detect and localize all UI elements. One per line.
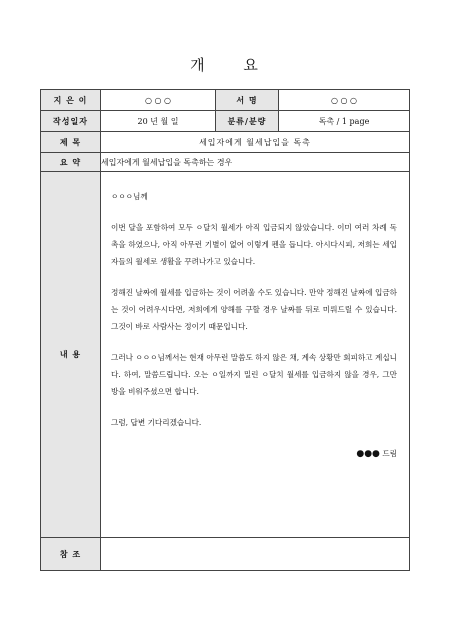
reference-row (41, 538, 410, 571)
signature-label: 서 명 (216, 90, 279, 111)
letter-paragraph-2: 정해진 날짜에 월세를 입금하는 것이 어려울 수도 있습니다. 만약 정해진 날짜에 입금하는 것이 어려우시다면, 저희에게 양해를 구할 경우 날짜를 뒤로 미뤄드릴 수 있습니다. 그것이 바로 사람사는 정이기 때문입니다. (111, 288, 397, 331)
author-label: 지 은 이 (41, 90, 101, 111)
summary-label: 요 약 (41, 153, 101, 172)
title-part-2: 요 (243, 56, 260, 74)
document-title (0, 54, 450, 75)
letter-signature (111, 445, 397, 463)
content-row (41, 172, 410, 538)
summary-form-table (40, 89, 410, 571)
letter-paragraph-3: 그러나 ㅇㅇㅇ님께서는 현재 아무런 말씀도 하지 않은 채, 계속 상황만 회피하고 계십니다. 하여, 말씀드립니다. 오는 ㅇ일까지 밀린 ㅇ달치 월세를 입금하지 않을 경우, 그만 방을 비워주셨으면 합니다. (111, 353, 397, 396)
subject-label: 제 목 (41, 132, 101, 153)
subject-row (41, 132, 410, 153)
reference-value (101, 538, 410, 571)
author-value: ○ ○ ○ (101, 90, 216, 111)
reference-label: 참 조 (41, 538, 101, 571)
subject-value: 세입자에게 월세납입을 독촉 (101, 132, 410, 153)
signature-value: ○ ○ ○ (279, 90, 410, 111)
category-value: 독촉 / 1 page (279, 111, 410, 132)
date-row (41, 111, 410, 132)
signature-dots: ●●● (356, 449, 380, 459)
signature-suffix: 드림 (382, 449, 397, 458)
letter-paragraph-1: 이번 달을 포함하여 모두 ㅇ달치 월세가 아직 입금되지 않았습니다. 이미 여러 차례 독촉을 하였으나, 아직 아무런 기별이 없어 이렇게 펜을 듭니다. 아시다시피, 저희는 세입자들의 월세로 생활을 꾸려나가고 있습니다. (111, 223, 397, 266)
content-label: 내 용 (41, 172, 101, 538)
letter-greeting: ㅇㅇㅇ님께 (111, 192, 148, 201)
summary-value: 세입자에게 월세납입을 독촉하는 경우 (101, 153, 410, 172)
title-part-1: 개 (190, 56, 207, 74)
letter-paragraph-4: 그럼, 답변 기다리겠습니다. (111, 418, 202, 427)
category-label: 분류/분량 (216, 111, 279, 132)
content-body (101, 172, 410, 538)
summary-row (41, 153, 410, 172)
date-label: 작성일자 (41, 111, 101, 132)
author-row (41, 90, 410, 111)
date-value: 20 년 월 일 (101, 111, 216, 132)
